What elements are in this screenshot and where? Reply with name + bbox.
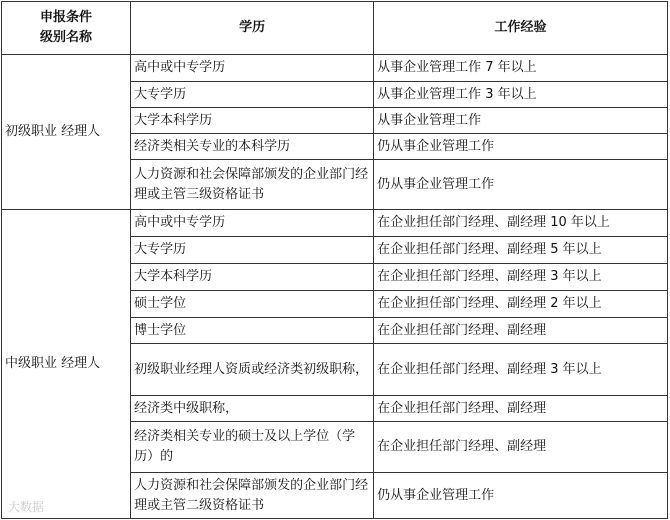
experience-cell: 从事企业管理工作 [374,108,668,134]
level-name-intermediate: 中级职业 经理人 [2,210,131,519]
education-cell: 经济类中级职称， [131,396,374,422]
education-cell: 人力资源和社会保障部颁发的企业部门经理或主管二级资格证书 [131,473,374,519]
watermark-logo: 大数据 [8,500,45,514]
education-cell: 初级职业经理人资质或经济类初级职称， [131,344,374,396]
experience-cell: 在企业担任部门经理、副经理 3 年以上 [374,264,668,291]
education-cell: 经济类相关专业的本科学历 [131,134,374,160]
experience-cell: 在企业担任部门经理、副经理 [374,396,668,422]
table-row [2,55,668,82]
education-cell: 经济类相关专业的硕士及以上学位（学历）的 [131,422,374,473]
education-cell: 博士学位 [131,318,374,344]
header-condition [2,2,131,55]
qualification-table [1,1,668,519]
experience-cell: 在企业担任部门经理、副经理 [374,318,668,344]
experience-cell: 在企业担任部门经理、副经理 [374,422,668,473]
experience-cell: 在企业担任部门经理、副经理 5 年以上 [374,237,668,264]
experience-cell: 仍从事企业管理工作 [374,473,668,519]
header-experience: 工作经验 [374,2,668,55]
education-cell: 大学本科学历 [131,264,374,291]
experience-cell: 从事企业管理工作 7 年以上 [374,55,668,82]
header-condition-line1: 申报条件 [40,10,93,25]
experience-cell: 在企业担任部门经理、副经理 2 年以上 [374,291,668,318]
education-cell: 大学本科学历 [131,108,374,134]
education-cell: 大专学历 [131,82,374,108]
header-education: 学历 [131,2,374,55]
table-row [2,210,668,237]
education-cell: 高中或中专学历 [131,55,374,82]
experience-cell: 仍从事企业管理工作 [374,160,668,210]
header-condition-line2: 级别名称 [40,30,93,45]
education-cell: 硕士学位 [131,291,374,318]
education-cell: 大专学历 [131,237,374,264]
experience-cell: 在企业担任部门经理、副经理 10 年以上 [374,210,668,237]
level-name-junior: 初级职业 经理人 [2,55,131,210]
experience-cell: 从事企业管理工作 3 年以上 [374,82,668,108]
education-cell: 人力资源和社会保障部颁发的企业部门经理或主管三级资格证书 [131,160,374,210]
experience-cell: 在企业担任部门经理、副经理 3 年以上 [374,344,668,396]
experience-cell: 仍从事企业管理工作 [374,134,668,160]
education-cell: 高中或中专学历 [131,210,374,237]
